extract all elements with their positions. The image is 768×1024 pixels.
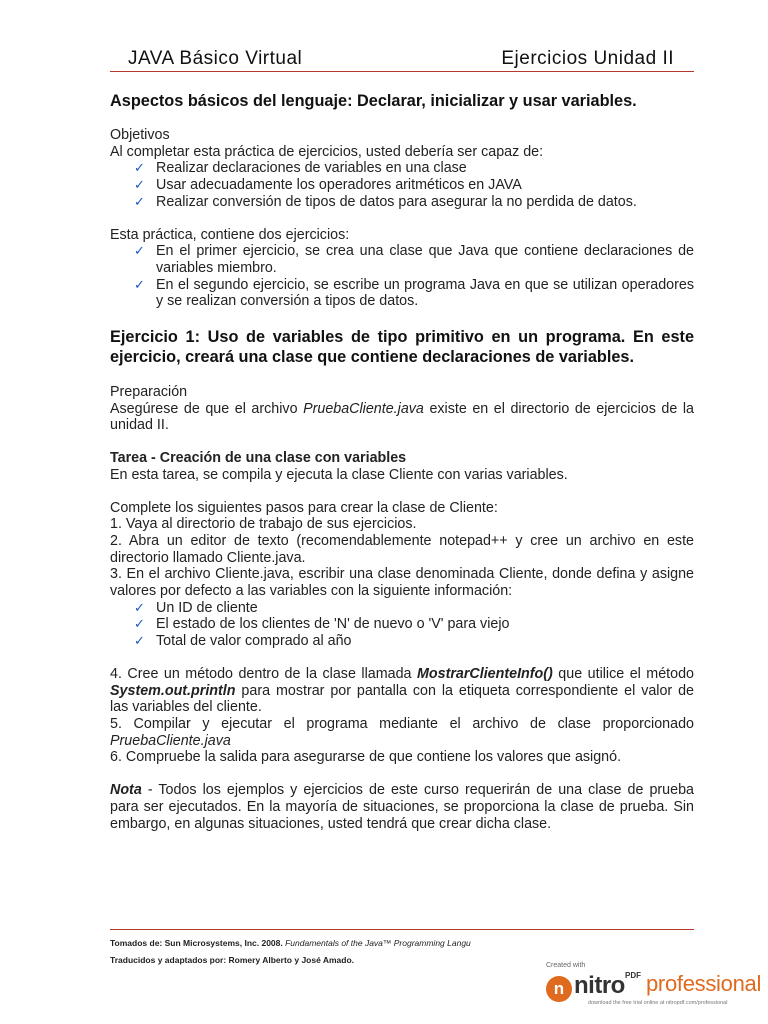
created-with-text: Created with	[546, 962, 586, 969]
step-3: 3. En el archivo Cliente.java, escribir una clase denominada Cliente, donde defina y asigne valores por defecto a las variables con la siguiente información:	[110, 566, 694, 600]
course-title: JAVA Básico Virtual	[128, 48, 303, 69]
objectives-intro: Al completar esta práctica de ejercicios, usted debería ser capaz de:	[110, 143, 544, 160]
checkmark-icon: ✓	[134, 599, 145, 615]
footer-rule	[110, 929, 694, 930]
list-item: ✓ Usar adecuadamente los operadores aritméticos en JAVA	[134, 177, 522, 194]
task-title: Tarea - Creación de una clase con variables	[110, 450, 407, 467]
checkmark-icon: ✓	[134, 193, 145, 209]
checkmark-icon: ✓	[134, 243, 145, 259]
prep-text: Asegúrese de que el archivo PruebaCliente.java existe en el directorio de ejercicios de la unidad II.	[110, 400, 694, 434]
list-item: ✓ Un ID de cliente	[134, 599, 258, 616]
checkmark-icon: ✓	[134, 616, 145, 632]
nitro-professional: professional	[646, 971, 762, 996]
nitro-brand: nitro	[574, 972, 625, 999]
note-label: Nota	[110, 782, 142, 799]
variables-list	[110, 600, 694, 650]
checkmark-icon: ✓	[134, 276, 145, 292]
task-intro: En esta tarea, se compila y ejecuta la clase Cliente con varias variables.	[110, 466, 568, 483]
practice-list	[110, 243, 694, 310]
method-call: System.out.println	[110, 682, 236, 699]
footer-source: Tomados de: Sun Microsystems, Inc. 2008. Fundamentals of the Java™ Programming Langu	[110, 938, 471, 948]
exercise-title: Ejercicio 1: Uso de variables de tipo primitivo en un programa. En este ejercicio, creará una clase que contiene declaraciones de variables.	[110, 328, 694, 366]
main-title: Aspectos básicos del lenguaje: Declarar, inicializar y usar variables.	[110, 92, 637, 110]
nitro-pdf-mark: PDF	[625, 971, 641, 980]
practice-intro: Esta práctica, contiene dos ejercicios:	[110, 226, 350, 243]
nitro-logo-icon: n	[546, 976, 572, 1002]
note: Nota - Todos los ejemplos y ejercicios de este curso requerirán de una clase de prueba para ser ejecutados. En la mayoría de situaciones, se proporciona la clase de prueba. Sin embargo, en algunas situaciones, usted tendrá que crear dicha clase.	[110, 782, 694, 832]
header-rule	[110, 71, 694, 72]
list-item: ✓ El estado de los clientes de 'N' de nuevo o 'V' para viejo	[134, 616, 510, 633]
list-item: ✓ En el primer ejercicio, se crea una clase que Java que contiene declaraciones de variables miembro.	[134, 243, 694, 276]
nitro-tagline: download the free trial online at nitropdf.com/professional	[588, 1000, 728, 1006]
checkmark-icon: ✓	[134, 177, 145, 193]
nitro-watermark	[542, 958, 764, 1014]
step-4: 4. Cree un método dentro de la clase llamada MostrarClienteInfo() que utilice el método System.out.println para mostrar por pantalla con la etiqueta correspondiente el valor de las variables del cliente.	[110, 665, 694, 716]
checkmark-icon: ✓	[134, 633, 145, 649]
list-item: ✓ Total de valor comprado al año	[134, 633, 352, 650]
prep-heading: Preparación	[110, 384, 188, 401]
steps-intro: Complete los siguientes pasos para crear la clase de Cliente:	[110, 499, 498, 516]
step-2: 2. Abra un editor de texto (recomendablemente notepad++ y cree un archivo en este directorio llamado Cliente.java.	[110, 532, 694, 566]
step-5: 5. Compilar y ejecutar el programa mediante el archivo de clase proporcionado PruebaCliente.java	[110, 715, 694, 749]
step-1: 1. Vaya al directorio de trabajo de sus ejercicios.	[110, 516, 417, 533]
page-header	[110, 42, 694, 70]
footer-credits: Traducidos y adaptados por: Romery Alberto y José Amado.	[110, 955, 355, 965]
file-name: PruebaCliente.java	[303, 400, 424, 417]
page-content	[110, 92, 694, 832]
list-item: ✓ Realizar declaraciones de variables en una clase	[134, 160, 467, 177]
step-6: 6. Compruebe la salida para asegurarse de que contiene los valores que asignó.	[110, 749, 622, 766]
checkmark-icon: ✓	[134, 160, 145, 176]
list-item: ✓ Realizar conversión de tipos de datos para asegurar la no perdida de datos.	[134, 193, 637, 210]
objectives-heading: Objetivos	[110, 127, 170, 143]
list-item: ✓ En el segundo ejercicio, se escribe un programa Java en que se utilizan operadores y se realizan conversión a tipos de datos.	[134, 276, 694, 310]
page-footer	[110, 935, 550, 969]
objectives-list	[110, 160, 694, 210]
method-name: MostrarClienteInfo()	[416, 665, 553, 682]
unit-title: Ejercicios Unidad II	[501, 48, 674, 69]
file-name: PruebaCliente.java	[110, 732, 231, 749]
